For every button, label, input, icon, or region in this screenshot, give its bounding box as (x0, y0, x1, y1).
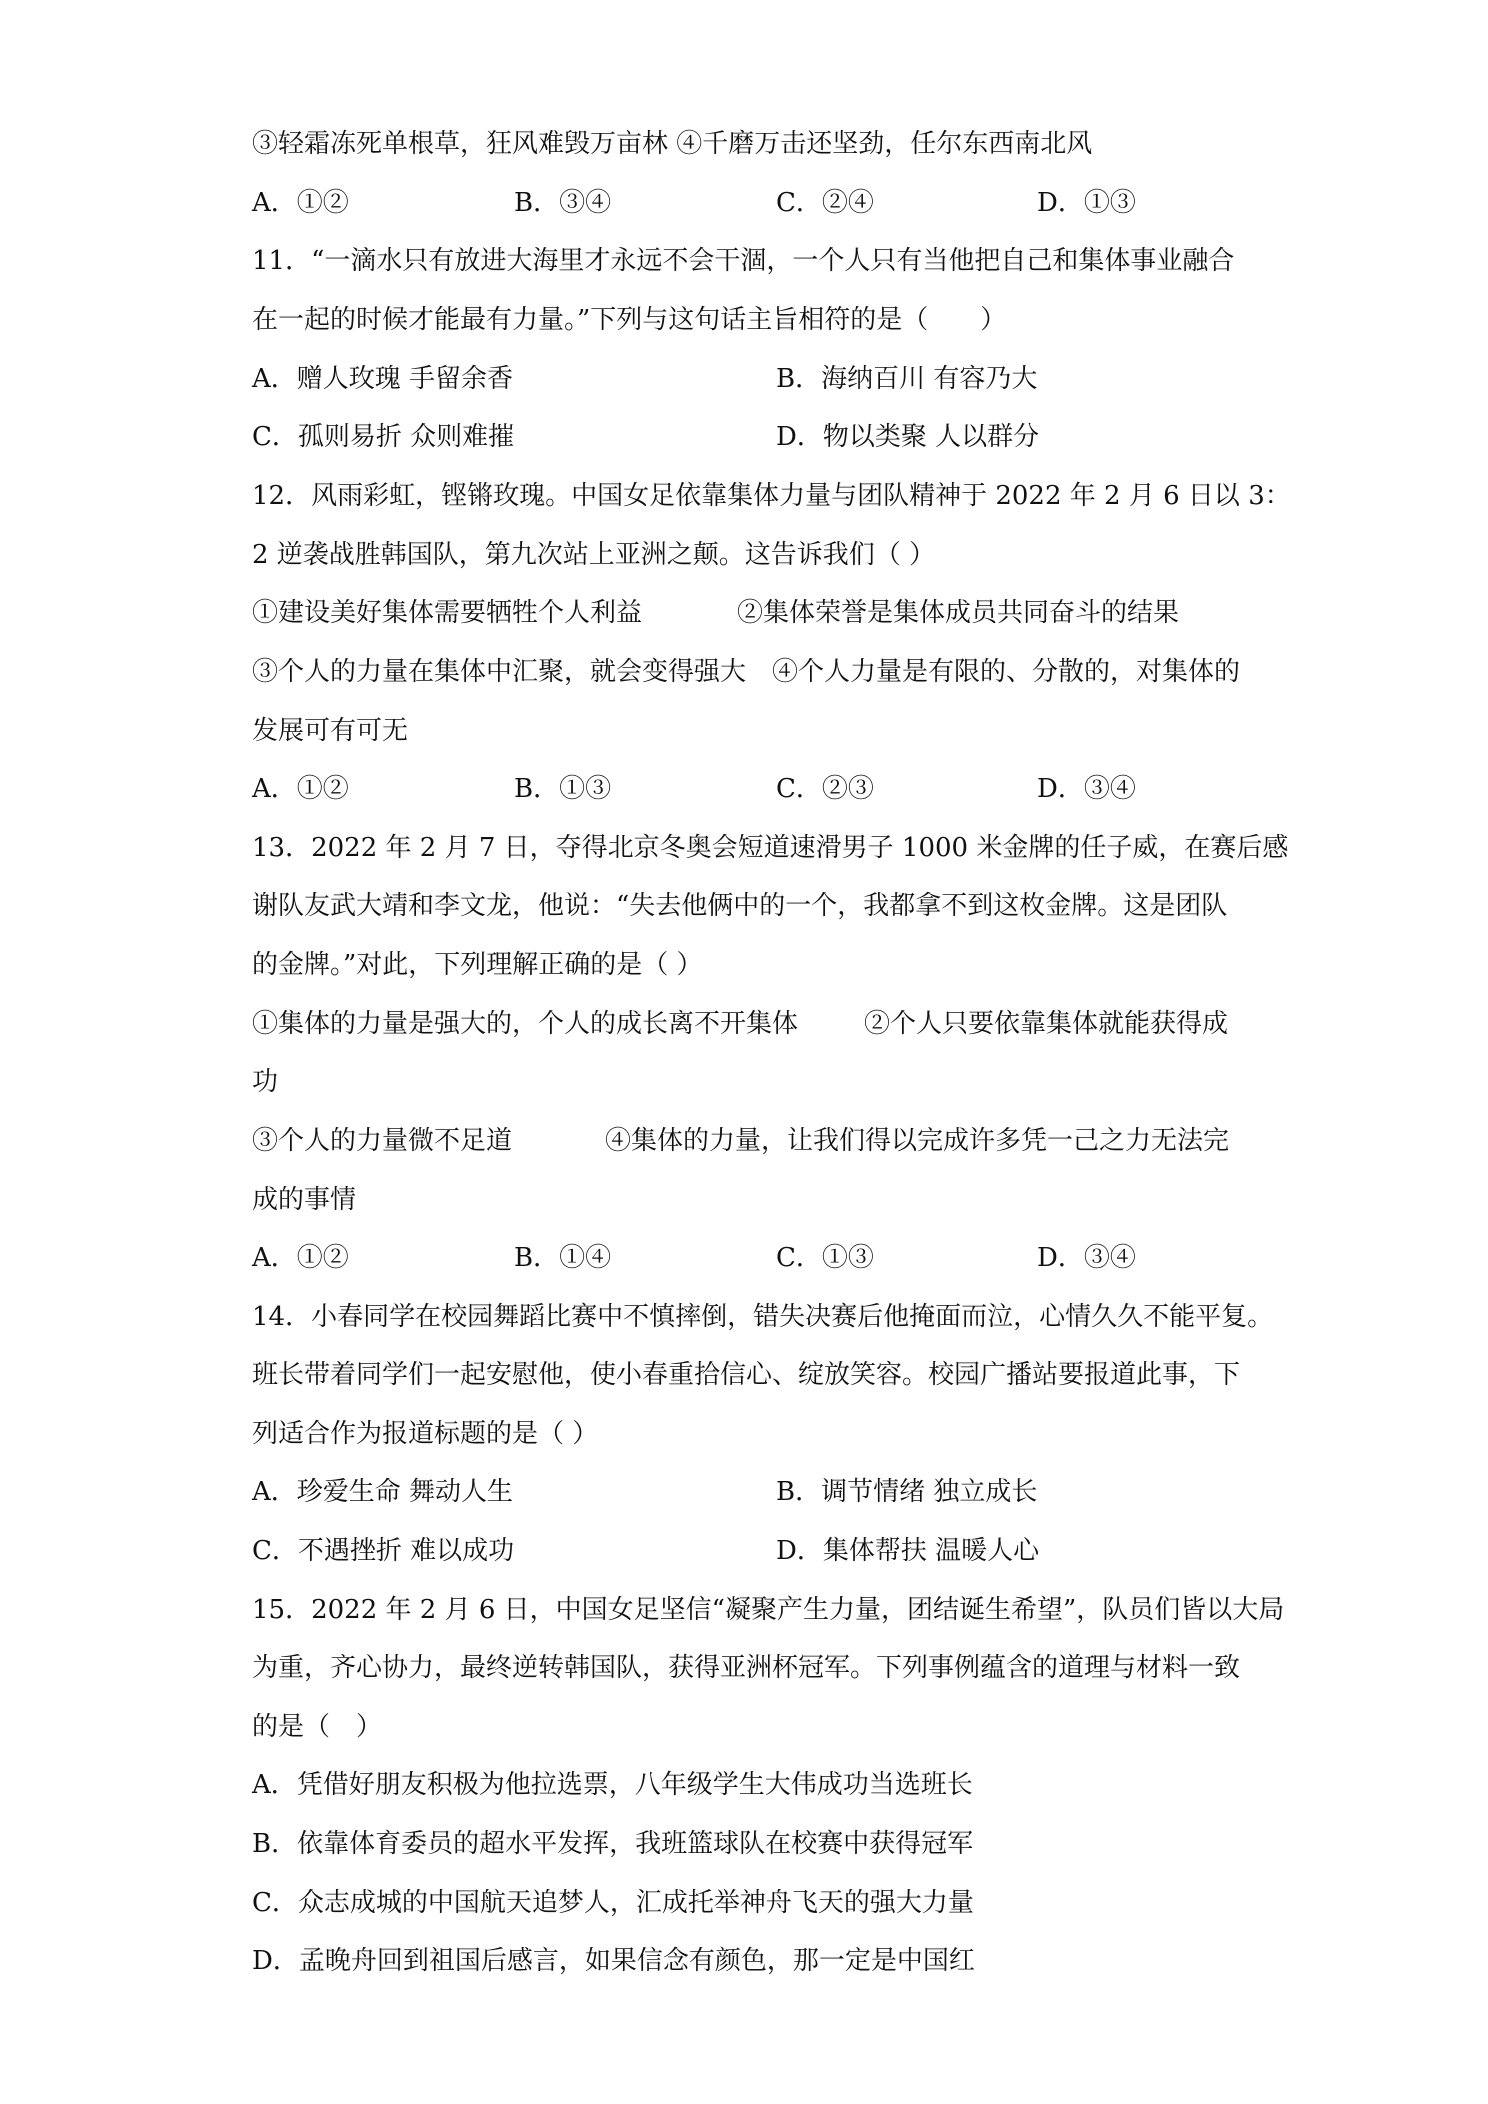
q14-option-c: C．不遇挫折 难以成功 (252, 1536, 515, 1566)
q11-option-c: C．孤则易折 众则难摧 (252, 422, 515, 452)
q12-option-b: B．①③ (514, 774, 612, 804)
q15-stem-line-2: 为重，齐心协力，最终逆转韩国队，获得亚洲杯冠军。下列事例蕴含的道理与材料一致 (252, 1653, 1241, 1683)
q13-statement-4-cont: 成的事情 (252, 1185, 357, 1215)
q13-statement-3: ③个人的力量微不足道 (252, 1126, 513, 1156)
q14-stem-line-2: 班长带着同学们一起安慰他，使小春重拾信心、绽放笑容。校园广播站要报道此事，下 (252, 1360, 1241, 1390)
q11-stem-line-1: 11．“一滴水只有放进大海里才永远不会干涸，一个人只有当他把自己和集体事业融合 (252, 246, 1235, 276)
q12-option-c: C．②③ (776, 774, 874, 804)
q13-statement-2: ②个人只要依靠集体就能获得成 (864, 1009, 1229, 1039)
q14-option-b: B．调节情绪 独立成长 (776, 1477, 1038, 1507)
q10-option-b: B．③④ (514, 188, 612, 218)
q13-option-d: D．③④ (1037, 1243, 1136, 1273)
q13-statement-2-cont: 功 (252, 1067, 279, 1097)
q15-option-b: B．依靠体育委员的超水平发挥，我班篮球队在校赛中获得冠军 (252, 1829, 974, 1859)
q10-option-a: A．①② (252, 188, 349, 218)
q13-stem-line-1: 13．2022 年 2 月 7 日，夺得北京冬奥会短道速滑男子 1000 米金牌的任子威，在赛后感 (252, 833, 1289, 863)
q12-stem-line-2: 2 逆袭战胜韩国队，第九次站上亚洲之颠。这告诉我们（ ） (252, 540, 936, 570)
q15-option-d: D．孟晚舟回到祖国后感言，如果信念有颜色，那一定是中国红 (252, 1946, 975, 1976)
q14-stem-line-1: 14．小春同学在校园舞蹈比赛中不慎摔倒，错失决赛后他掩面而泣，心情久久不能平复。 (252, 1302, 1274, 1332)
q14-option-d: D．集体帮扶 温暖人心 (776, 1536, 1040, 1566)
q10-option-c: C．②④ (776, 188, 874, 218)
q10-option-d: D．①③ (1037, 188, 1136, 218)
q11-stem-line-2: 在一起的时候才能最有力量。”下列与这句话主旨相符的是（ ） (252, 305, 1007, 335)
q10-statements: ③轻霜冻死单根草，狂风难毁万亩林 ④千磨万击还坚劲，任尔东西南北风 (252, 129, 1093, 159)
q13-stem-line-2: 谢队友武大靖和李文龙，他说：“失去他俩中的一个，我都拿不到这枚金牌。这是团队 (252, 891, 1228, 921)
q15-option-c: C．众志成城的中国航天追梦人，汇成托举神舟飞天的强大力量 (252, 1888, 974, 1918)
q13-statement-1: ①集体的力量是强大的，个人的成长离不开集体 (252, 1009, 799, 1039)
q12-statement-1: ①建设美好集体需要牺牲个人利益 (252, 598, 643, 628)
q12-statement-4-cont: 发展可有可无 (252, 716, 409, 746)
q12-statement-3-4: ③个人的力量在集体中汇聚，就会变得强大 ④个人力量是有限的、分散的，对集体的 (252, 657, 1241, 687)
q14-stem-line-3: 列适合作为报道标题的是（ ） (252, 1419, 599, 1449)
q13-option-c: C．①③ (776, 1243, 874, 1273)
q14-option-a: A．珍爱生命 舞动人生 (252, 1477, 514, 1507)
q15-stem-line-3: 的是（ ） (252, 1712, 383, 1742)
q11-option-a: A．赠人玫瑰 手留余香 (252, 364, 514, 394)
q11-option-d: D．物以类聚 人以群分 (776, 422, 1040, 452)
q13-option-a: A．①② (252, 1243, 349, 1273)
q15-option-a: A．凭借好朋友积极为他拉选票，八年级学生大伟成功当选班长 (252, 1770, 973, 1800)
q13-stem-line-3: 的金牌。”对此，下列理解正确的是（ ） (252, 950, 703, 980)
q13-option-b: B．①④ (514, 1243, 612, 1273)
q11-option-b: B．海纳百川 有容乃大 (776, 364, 1038, 394)
q13-statement-4: ④集体的力量，让我们得以完成许多凭一己之力无法完 (605, 1126, 1230, 1156)
q12-option-d: D．③④ (1037, 774, 1136, 804)
q12-stem-line-1: 12．风雨彩虹，铿锵玫瑰。中国女足依靠集体力量与团队精神于 2022 年 2 月 6 日以 3： (252, 481, 1291, 511)
q12-option-a: A．①② (252, 774, 349, 804)
q15-stem-line-1: 15．2022 年 2 月 6 日，中国女足坚信“凝聚产生力量，团结诞生希望”，队员们皆以大局 (252, 1595, 1285, 1625)
q12-statement-2: ②集体荣誉是集体成员共同奋斗的结果 (737, 598, 1180, 628)
